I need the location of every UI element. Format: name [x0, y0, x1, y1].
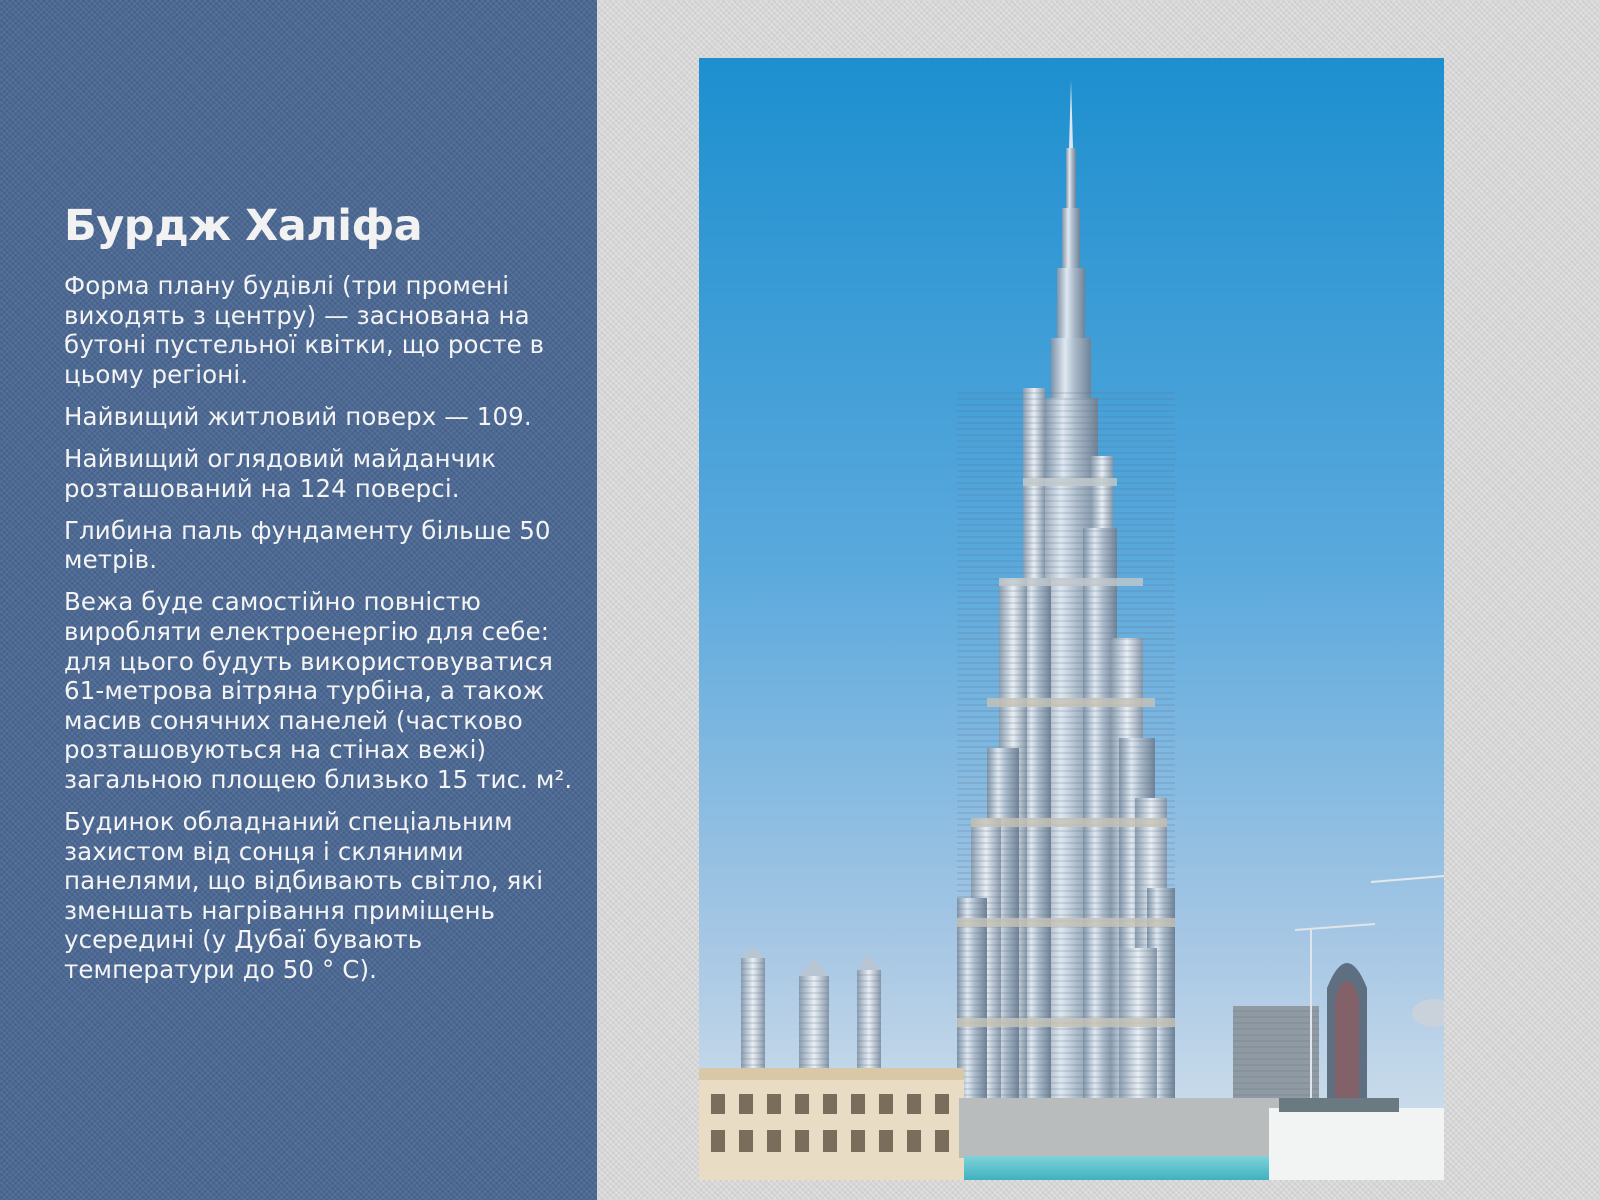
tower-illustration — [699, 58, 1444, 1180]
paragraph-sun-protection: Будинок обладнаний спеціальним захистом від сонця і скляними панелями, що відбивають світло, які зменшать нагрівання приміщень усередині (у Дубаї бувають температури до 50 ° С). — [64, 807, 544, 984]
fountain-water — [964, 1156, 1269, 1180]
slide-title: Бурдж Халіфа — [64, 201, 423, 251]
paragraph-highest-floor: Найвищий житловий поверх — 109. — [64, 401, 532, 431]
paragraph-energy: Вежа буде самостійно повністю виробляти електроенергію для себе: для цього будуть використовуватися 61-метрова вітряна турбіна, а також масив сонячних панелей (частково розташовуються на стінах вежі) загальною площею близько 15 тис. м². — [64, 587, 573, 794]
slide-body — [64, 271, 594, 997]
paragraph-foundation: Глибина паль фундаменту більше 50 метрів. — [64, 515, 551, 575]
text-panel — [0, 0, 597, 1200]
burj-khalifa-photo — [699, 58, 1444, 1180]
paragraph-plan-shape: Форма плану будівлі (три промені виходять з центру) — заснована на бутоні пустельної квітки, що росте в цьому регіоні. — [64, 271, 545, 389]
paragraph-observation-deck: Найвищий оглядовий майданчик розташований на 124 поверсі. — [64, 443, 497, 503]
